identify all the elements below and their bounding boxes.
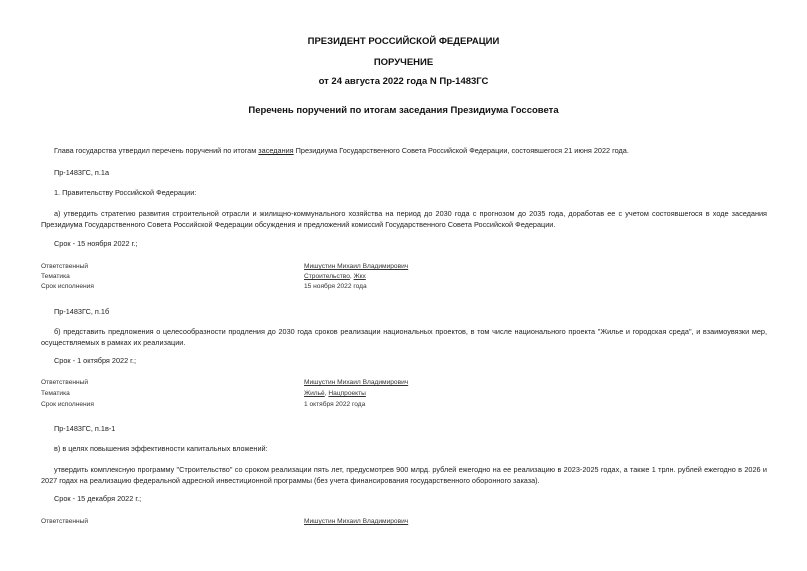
- section2-topics: Жильё, Нацпроекты: [304, 390, 366, 397]
- section1-due-label: Срок исполнения: [41, 283, 94, 290]
- intro-text-end: Президиума Государственного Совета Российской Федерации, состоявшегося 21 июня 2022 года.: [293, 146, 629, 155]
- document-type: ПОРУЧЕНИЕ: [373, 57, 434, 68]
- topic-housing-utilities-link[interactable]: Жкх: [353, 273, 366, 280]
- section1-topics: Строительство, Жкх: [304, 273, 366, 280]
- section2-deadline: Срок - 1 октября 2022 г.;: [54, 356, 136, 365]
- document-date-number: от 24 августа 2022 года N Пр-1483ГС: [318, 76, 489, 87]
- section2-due: 1 октября 2022 года: [304, 401, 366, 408]
- section1-code: Пр-1483ГС, п.1а: [54, 168, 110, 177]
- topic-construction-link[interactable]: Строительство: [304, 273, 350, 280]
- section1-responsible-label: Ответственный: [41, 263, 89, 270]
- section3-responsible-label: Ответственный: [41, 518, 89, 525]
- section2-due-label: Срок исполнения: [41, 401, 94, 408]
- document-title: Перечень поручений по итогам заседания Президиума Госсовета: [248, 105, 559, 116]
- section3-text: утвердить комплексную программу "Строительство" со сроком реализации пять лет, предусмотрев 900 млрд. рублей ежегодно на ее реализацию в 2023-2025 годах, а также 1 трлн. рублей ежегодно в 2026 и 2027 годах на реализацию федеральной адресной инвестиционной программы (без учета финансирования государственного оборонного заказа).: [41, 465, 767, 485]
- intro-text-start: Глава государства утвердил перечень поручений по итогам: [54, 146, 259, 155]
- section2-responsible-label: Ответственный: [41, 379, 89, 386]
- document-org: ПРЕЗИДЕНТ РОССИЙСКОЙ ФЕДЕРАЦИИ: [307, 36, 500, 47]
- meeting-link[interactable]: заседания: [258, 146, 294, 155]
- section2-code: Пр-1483ГС, п.1б: [54, 307, 110, 316]
- section2-topic-label: Тематика: [41, 390, 70, 397]
- section1-topic-label: Тематика: [41, 273, 70, 280]
- section3-heading: в) в целях повышения эффективности капитальных вложений:: [54, 444, 268, 453]
- topic-national-projects-link[interactable]: Нацпроекты: [328, 390, 366, 397]
- section3-deadline: Срок - 15 декабря 2022 г.;: [54, 494, 142, 503]
- section1-deadline: Срок - 15 ноября 2022 г.;: [54, 239, 138, 248]
- section2-responsible-link[interactable]: Мишустин Михаил Владимирович: [304, 379, 409, 386]
- intro-paragraph: [54, 145, 629, 156]
- section1-heading: 1. Правительству Российской Федерации:: [54, 188, 197, 197]
- section1-text: а) утвердить стратегию развития строительной отрасли и жилищно-коммунального хозяйства на период до 2030 года с прогнозом до 2035 года, доработав ее с учетом состоявшегося в ходе заседания Президиума Государственного Совета Российской Федерации обсуждения и предложений комиссий Государственного Совета Российской Федерации.: [41, 209, 767, 229]
- section3-code: Пр-1483ГС, п.1в-1: [54, 424, 116, 433]
- topic-housing-link[interactable]: Жильё: [304, 390, 325, 397]
- section1-responsible-link[interactable]: Мишустин Михаил Владимирович: [304, 263, 409, 270]
- section1-due: 15 ноября 2022 года: [304, 283, 367, 290]
- section2-text: б) представить предложения о целесообразности продления до 2030 года сроков реализации национальных проектов, в том числе национального проекта "Жилье и городская среда", и взаимоувязки мер, осуществляемых в рамках их реализации.: [41, 327, 767, 347]
- section3-responsible-link[interactable]: Мишустин Михаил Владимирович: [304, 518, 409, 525]
